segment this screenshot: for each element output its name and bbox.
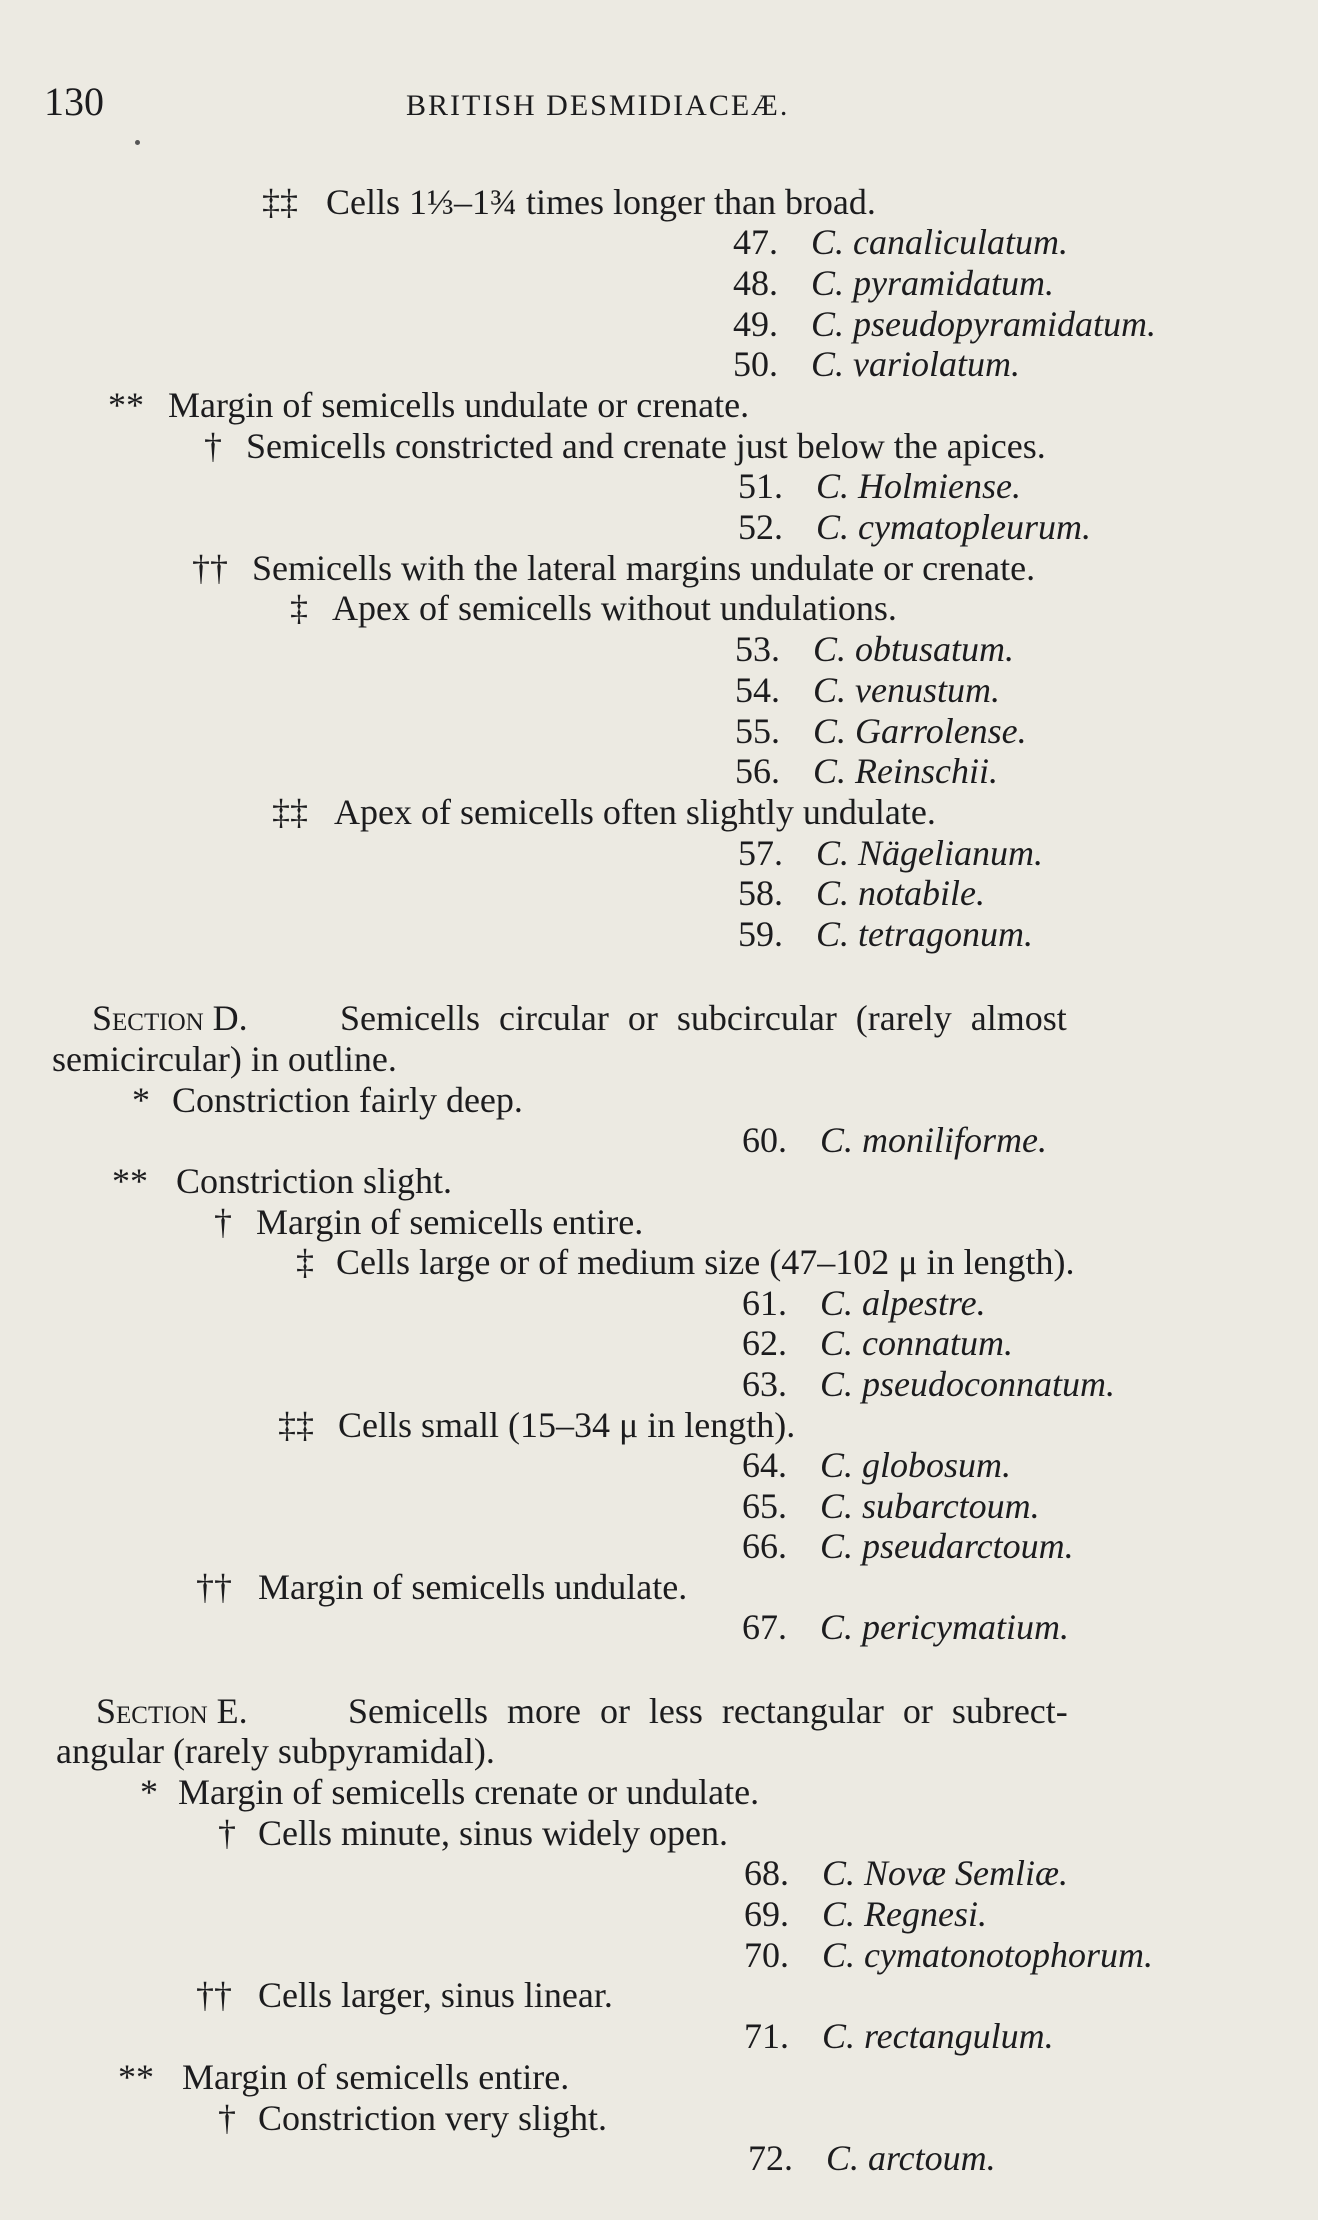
key-text: Margin of semicells entire. xyxy=(256,1202,644,1242)
species-number: 61. xyxy=(742,1283,787,1323)
species-number: 56. xyxy=(735,751,780,791)
species-name: C. Regnesi. xyxy=(822,1894,987,1934)
species-number: 51. xyxy=(738,466,783,506)
species-name: C. Holmiense. xyxy=(816,466,1021,506)
key-text: Margin of semicells undulate. xyxy=(258,1567,688,1607)
species-name: C. pyramidatum. xyxy=(811,263,1054,303)
species-number: 54. xyxy=(735,670,780,710)
running-title: BRITISH DESMIDIACEÆ. xyxy=(406,89,790,122)
species-number: 68. xyxy=(744,1853,789,1893)
key-text: angular (rarely subpyramidal). xyxy=(56,1731,495,1771)
key-text: Margin of semicells crenate or undulate. xyxy=(178,1772,760,1812)
page-number: 130 xyxy=(44,79,104,124)
species-number: 66. xyxy=(742,1526,787,1566)
species-name: C. cymatopleurum. xyxy=(816,507,1091,547)
section-description: Semicells circular or subcircular (rarely almost xyxy=(340,998,1067,1038)
key-text: Cells larger, sinus linear. xyxy=(258,1975,613,2015)
key-text: Apex of semicells often slightly undulate. xyxy=(334,792,936,832)
species-number: 60. xyxy=(742,1120,787,1160)
species-name: C. cymatonotophorum. xyxy=(822,1935,1153,1975)
species-number: 72. xyxy=(748,2138,793,2178)
species-name: C. pseudarctoum. xyxy=(820,1526,1074,1566)
key-text: Semicells constricted and crenate just below the apices. xyxy=(246,426,1046,466)
key-mark: ** xyxy=(112,1161,148,1201)
species-name: C. pseudoconnatum. xyxy=(820,1364,1115,1404)
species-name: C. notabile. xyxy=(816,873,985,913)
key-mark: ** xyxy=(108,385,144,425)
species-name: C. venustum. xyxy=(813,670,1000,710)
species-number: 67. xyxy=(742,1607,787,1647)
species-name: C. connatum. xyxy=(820,1323,1013,1363)
species-name: C. Garrolense. xyxy=(813,711,1027,751)
section-heading: Section D. xyxy=(92,998,248,1038)
species-number: 52. xyxy=(738,507,783,547)
key-mark: * xyxy=(132,1080,150,1120)
species-number: 53. xyxy=(735,629,780,669)
species-name: C. subarctoum. xyxy=(820,1486,1040,1526)
species-name: C. globosum. xyxy=(820,1445,1012,1485)
section-heading: Section E. xyxy=(96,1691,248,1731)
key-mark: † xyxy=(214,1202,232,1242)
key-mark: † xyxy=(218,1813,236,1853)
key-mark: † xyxy=(218,2098,236,2138)
key-mark: * xyxy=(140,1772,158,1812)
key-text: Constriction very slight. xyxy=(258,2098,607,2138)
species-name: C. alpestre. xyxy=(820,1283,986,1323)
key-mark: ‡ xyxy=(296,1242,314,1282)
species-name: C. obtusatum. xyxy=(813,629,1015,669)
key-mark: ‡‡ xyxy=(272,792,308,832)
species-number: 50. xyxy=(733,344,778,384)
species-number: 65. xyxy=(742,1486,787,1526)
species-name: C. Novæ Semliæ. xyxy=(822,1853,1069,1893)
species-number: 48. xyxy=(733,263,778,303)
section-description: Semicells more or less rectangular or subrect- xyxy=(348,1691,1068,1731)
species-number: 70. xyxy=(744,1935,789,1975)
key-mark: ‡‡ xyxy=(278,1405,314,1445)
species-number: 49. xyxy=(733,304,778,344)
key-text: semicircular) in outline. xyxy=(52,1039,397,1079)
species-number: 59. xyxy=(738,914,783,954)
key-mark: ‡‡ xyxy=(262,182,298,222)
key-mark: ‡ xyxy=(290,588,308,628)
species-name: C. rectangulum. xyxy=(822,2016,1054,2056)
key-mark: †† xyxy=(192,548,228,588)
key-mark: ** xyxy=(118,2057,154,2097)
species-number: 55. xyxy=(735,711,780,751)
key-text: Cells 1⅓–1¾ times longer than broad. xyxy=(326,182,876,222)
species-number: 63. xyxy=(742,1364,787,1404)
ink-speck xyxy=(135,140,140,145)
species-name: C. Reinschii. xyxy=(813,751,998,791)
key-text: Constriction fairly deep. xyxy=(172,1080,523,1120)
key-text: Margin of semicells undulate or crenate. xyxy=(168,385,750,425)
key-text: Cells minute, sinus widely open. xyxy=(258,1813,728,1853)
species-number: 58. xyxy=(738,873,783,913)
species-number: 64. xyxy=(742,1445,787,1485)
key-text: Cells small (15–34 μ in length). xyxy=(338,1405,796,1445)
species-name: C. Nägelianum. xyxy=(816,833,1044,873)
key-mark: † xyxy=(204,426,222,466)
species-name: C. arctoum. xyxy=(826,2138,996,2178)
species-number: 57. xyxy=(738,833,783,873)
species-name: C. variolatum. xyxy=(811,344,1021,384)
species-name: C. moniliforme. xyxy=(820,1120,1048,1160)
species-name: C. pseudopyramidatum. xyxy=(811,304,1156,344)
key-text: Constriction slight. xyxy=(176,1161,453,1201)
species-number: 71. xyxy=(744,2016,789,2056)
species-name: C. canaliculatum. xyxy=(811,222,1068,262)
species-number: 47. xyxy=(733,222,778,262)
key-text: Margin of semicells entire. xyxy=(182,2057,570,2097)
species-name: C. pericymatium. xyxy=(820,1607,1069,1647)
key-text: Cells large or of medium size (47–102 μ in length). xyxy=(336,1242,1075,1282)
key-text: Apex of semicells without undulations. xyxy=(332,588,897,628)
key-text: Semicells with the lateral margins undulate or crenate. xyxy=(252,548,1036,588)
key-mark: †† xyxy=(196,1567,232,1607)
species-name: C. tetragonum. xyxy=(816,914,1034,954)
species-number: 69. xyxy=(744,1894,789,1934)
key-mark: †† xyxy=(196,1975,232,2015)
species-number: 62. xyxy=(742,1323,787,1363)
